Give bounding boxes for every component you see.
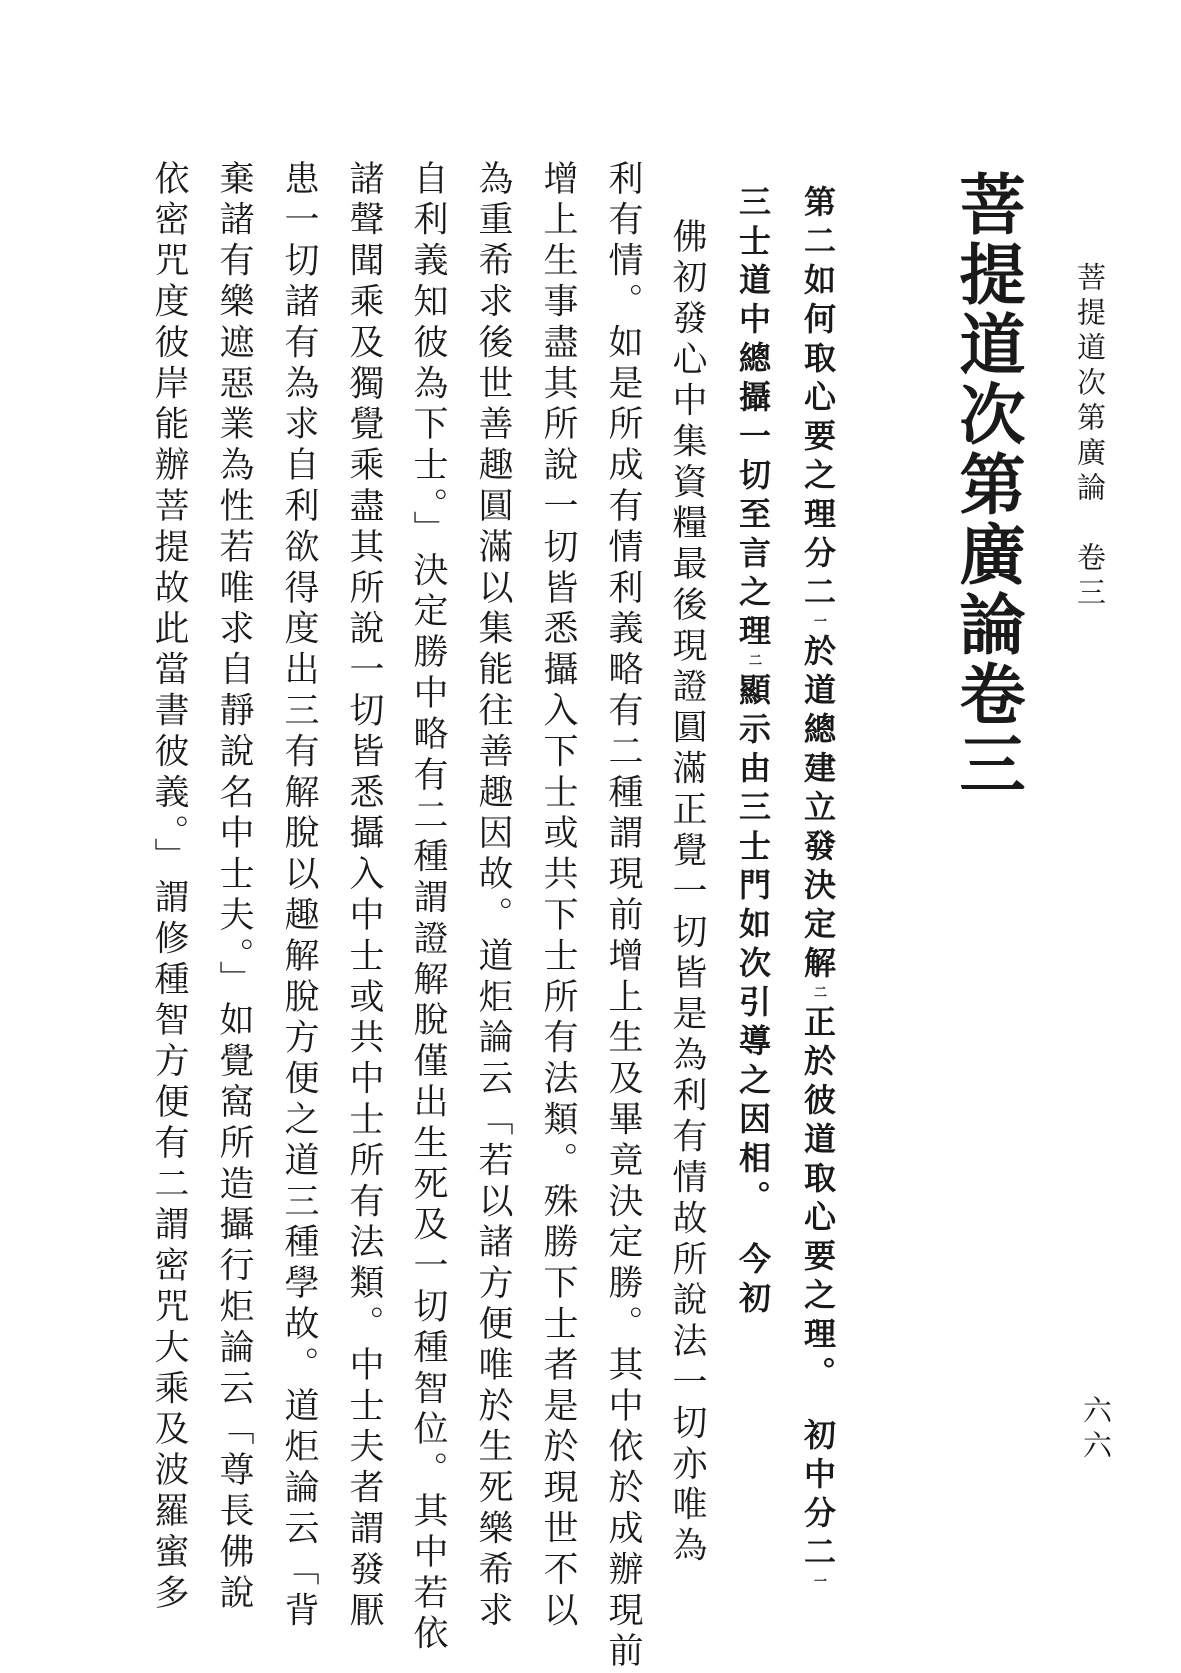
body-line: 患一切諸有為求自利欲得度出三有解脫以趣解脫方便之道三種學故。道炬論云「背 bbox=[279, 160, 319, 1633]
outline-text: 顯示由三士門如次引導之因相。 今初 bbox=[734, 673, 772, 1320]
outline-text: 第二如何取心要之理分二 bbox=[799, 185, 837, 614]
outline-note: 一 bbox=[811, 1574, 826, 1594]
outline-text: 於道總建立發決定解 bbox=[799, 634, 837, 985]
body-line: 為重希求後世善趣圓滿以集能往善趣因故。道炬論云「若以諸方便唯於生死樂希求 bbox=[473, 160, 513, 1633]
body-line: 棄諸有樂遮惡業為性若唯求自靜說名中士夫。」如覺窩所造攝行炬論云「尊長佛說 bbox=[214, 160, 254, 1615]
outline-note: 一 bbox=[811, 614, 826, 634]
outline-line-2 bbox=[730, 185, 776, 1320]
outline-text: 三士道中總攝一切至言之理 bbox=[734, 185, 772, 653]
outline-note: 二 bbox=[746, 653, 761, 673]
outline-line-1 bbox=[795, 185, 841, 1594]
outline-text: 正於彼道取心要之理。 初中分二 bbox=[799, 1005, 837, 1574]
chapter-title: 菩提道次第廣論卷三 bbox=[948, 170, 1026, 800]
body-line: 自利義知彼為下士。」決定勝中略有二種謂證解脫僅出生死及一切種智位。其中若依 bbox=[408, 160, 448, 1656]
outline-note: 二 bbox=[811, 985, 826, 1005]
body-line: 依密咒度彼岸能辦菩提故此當書彼義。」謂修種智方便有二謂密咒大乘及波羅蜜多 bbox=[149, 160, 189, 1615]
running-header: 菩提道次第廣論 卷三 bbox=[1073, 262, 1107, 612]
body-line: 佛初發心中集資糧最後現證圓滿正覺一切皆是為利有情故所說法一切亦唯為 bbox=[667, 218, 707, 1568]
body-line: 諸聲聞乘及獨覺乘盡其所說一切皆悉攝入中士或共中士所有法類。中士夫者謂發厭 bbox=[344, 160, 384, 1633]
page-number: 六六 bbox=[1079, 1395, 1113, 1465]
body-line: 增上生事盡其所說一切皆悉攝入下士或共下士所有法類。殊勝下士者是於現世不以 bbox=[538, 160, 578, 1633]
body-line: 利有情。如是所成有情利義略有二種謂現前增上生及畢竟決定勝。其中依於成辦現前 bbox=[603, 160, 643, 1673]
